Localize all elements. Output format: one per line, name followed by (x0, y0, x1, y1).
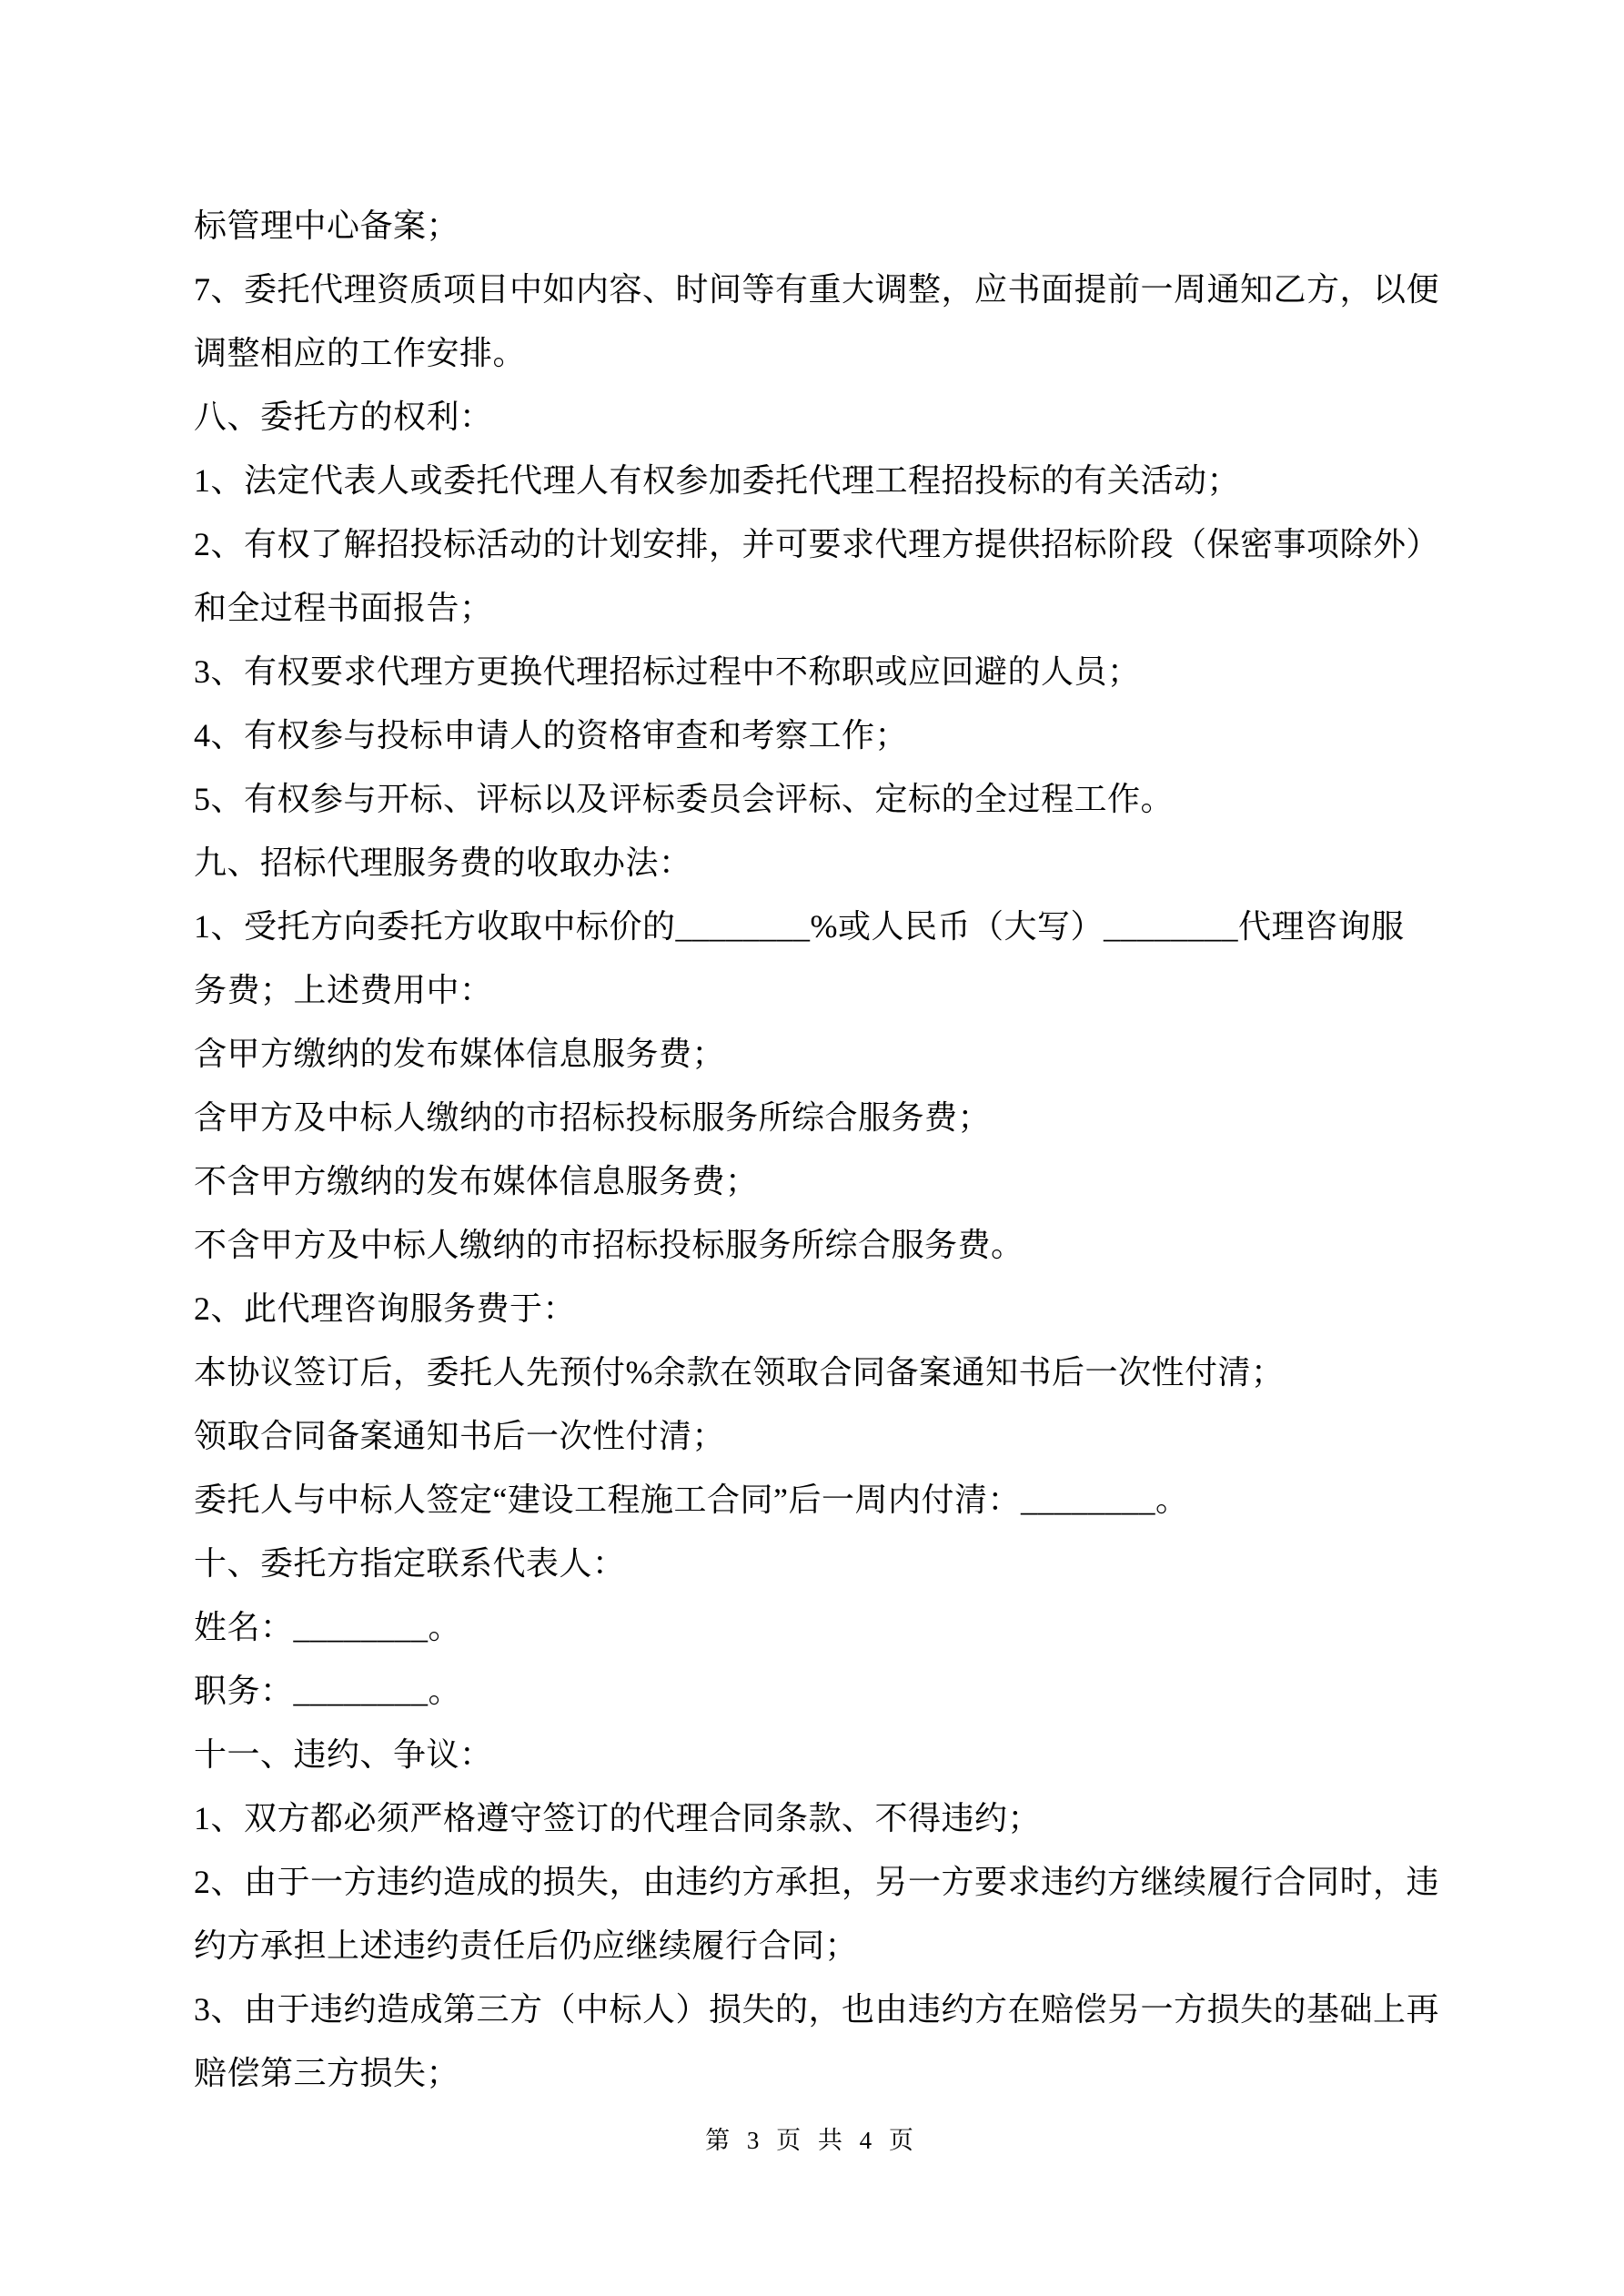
text-line-6: 2、有权了解招投标活动的计划安排，并可要求代理方提供招标阶段（保密事项除外） (194, 526, 1440, 562)
text-line-13: 务费；上述费用中： (194, 972, 493, 1008)
text-line-24: 职务：________。 (194, 1673, 462, 1709)
text-line-16: 不含甲方缴纳的发布媒体信息服务费； (194, 1163, 759, 1199)
text-line-29: 3、由于违约造成第三方（中标人）损失的，也由违约方在赔偿另一方损失的基础上再 (194, 1991, 1440, 2028)
text-line-17: 不含甲方及中标人缴纳的市招标投标服务所综合服务费。 (194, 1227, 1024, 1263)
text-line-8: 3、有权要求代理方更换代理招标过程中不称职或应回避的人员； (194, 653, 1141, 690)
text-line-5: 1、法定代表人或委托代理人有权参加委托代理工程招投标的有关活动； (194, 462, 1241, 499)
page-number-indicator: 第 3 页 共 4 页 (705, 2127, 919, 2154)
text-line-22: 十、委托方指定联系代表人： (194, 1545, 626, 1582)
text-line-26: 1、双方都必须严格遵守签订的代理合同条款、不得违约； (194, 1800, 1042, 1836)
text-line-23: 姓名：________。 (194, 1609, 462, 1645)
text-line-3: 调整相应的工作安排。 (194, 335, 527, 371)
page-footer (0, 2120, 1624, 2156)
text-line-18: 2、此代理咨询服务费于： (194, 1290, 577, 1327)
text-line-30: 赔偿第三方损失； (194, 2055, 460, 2091)
text-line-21: 委托人与中标人签定“建设工程施工合同”后一周内付清：________。 (194, 1482, 1189, 1518)
text-line-27: 2、由于一方违约造成的损失，由违约方承担，另一方要求违约方继续履行合同时，违 (194, 1864, 1440, 1900)
text-line-1: 标管理中心备案； (194, 207, 460, 244)
text-line-9: 4、有权参与投标申请人的资格审查和考察工作； (194, 717, 909, 754)
text-line-4: 八、委托方的权利： (194, 399, 493, 435)
text-line-19: 本协议签订后，委托人先预付%余款在领取合同备案通知书后一次性付清； (194, 1354, 1285, 1391)
text-line-7: 和全过程书面报告； (194, 590, 493, 626)
text-line-11: 九、招标代理服务费的收取办法： (194, 845, 692, 881)
text-line-25: 十一、违约、争议： (194, 1736, 493, 1773)
document-body (194, 194, 1458, 2105)
text-line-10: 5、有权参与开标、评标以及评标委员会评标、定标的全过程工作。 (194, 781, 1175, 817)
text-line-28: 约方承担上述违约责任后仍应继续履行合同； (194, 1927, 859, 1964)
text-line-20: 领取合同备案通知书后一次性付清； (194, 1418, 726, 1454)
text-line-2: 7、委托代理资质项目中如内容、时间等有重大调整，应书面提前一周通知乙方，以便 (194, 271, 1440, 308)
text-line-15: 含甲方及中标人缴纳的市招标投标服务所综合服务费； (194, 1099, 992, 1136)
text-line-14: 含甲方缴纳的发布媒体信息服务费； (194, 1036, 726, 1072)
text-line-12: 1、受托方向委托方收取中标价的________%或人民币（大写）________代理咨询服 (194, 908, 1405, 945)
